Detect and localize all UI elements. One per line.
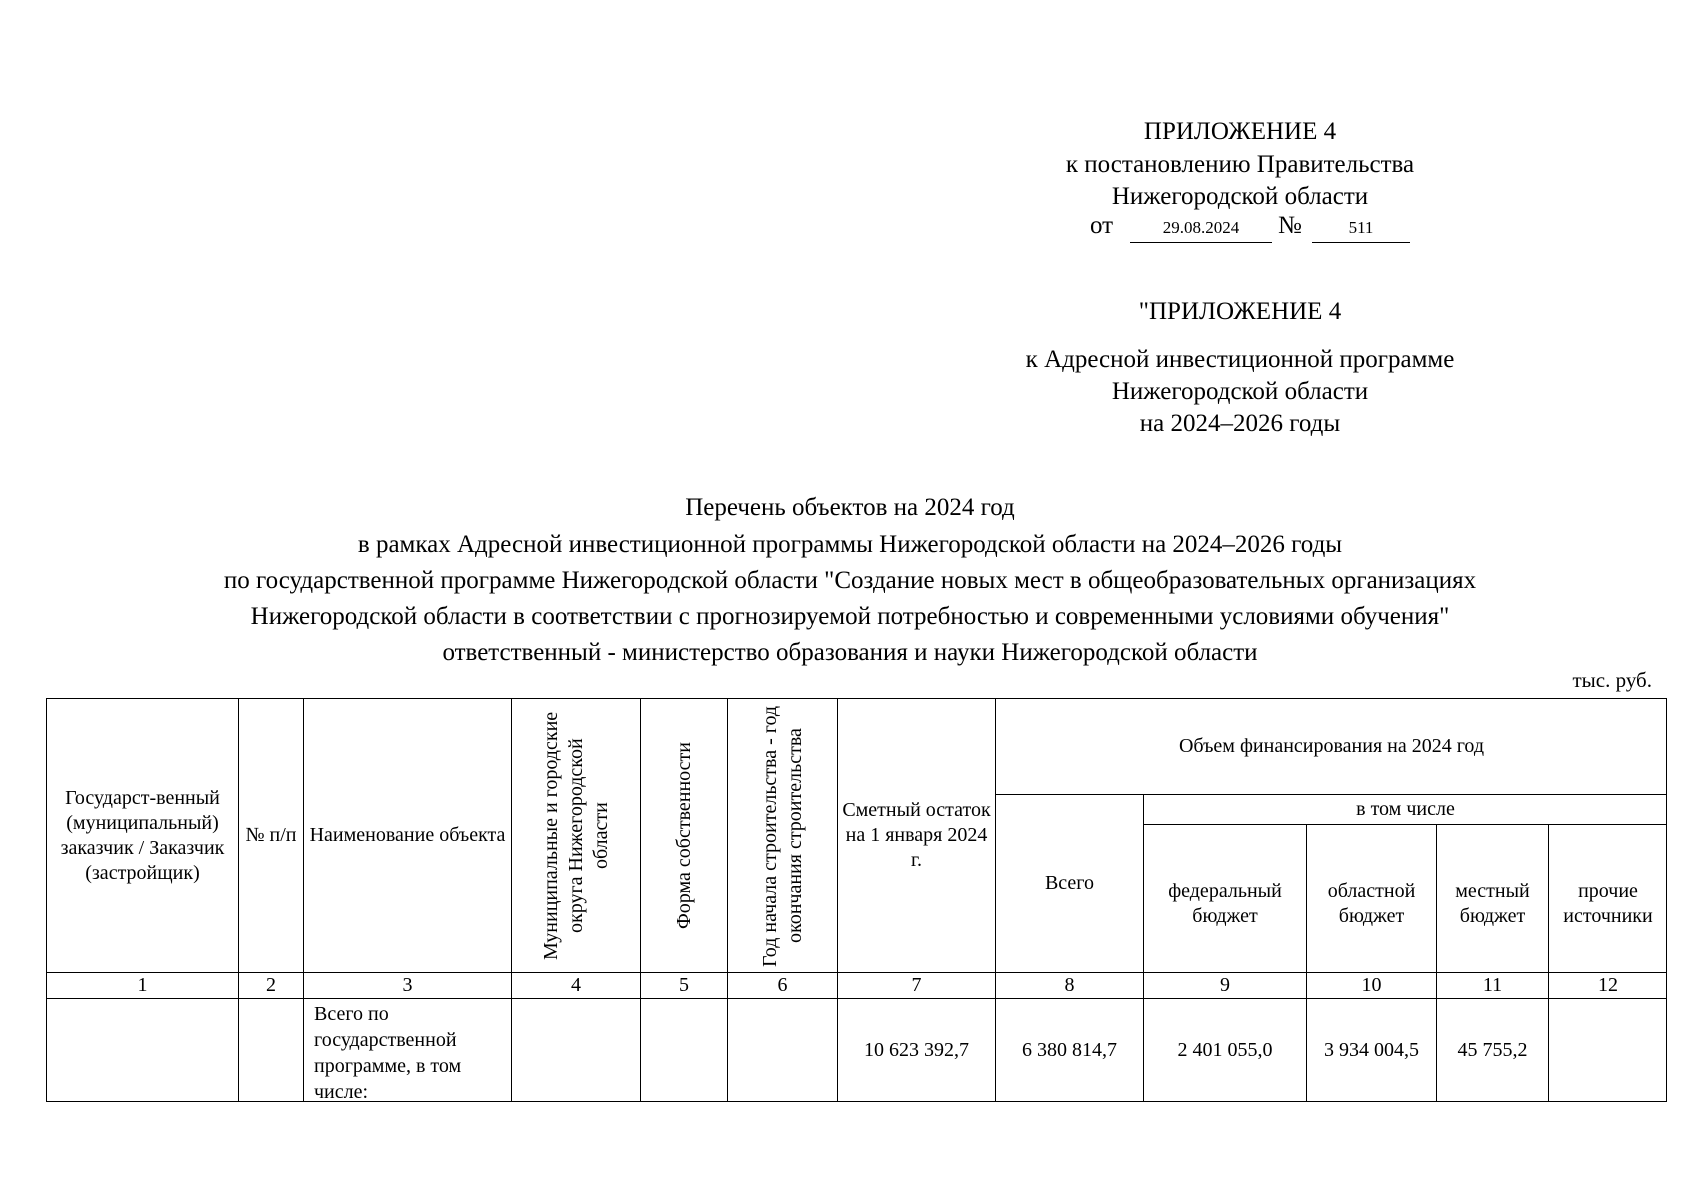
column-number-8: 8 (995, 972, 1143, 998)
header-number: № п/п (238, 698, 303, 972)
table-row-regional: 3 934 004,5 (1306, 998, 1436, 1102)
header-other: прочие источники (1548, 824, 1667, 972)
document-title-line1: Перечень объектов на 2024 год (685, 494, 1015, 521)
column-number-7: 7 (837, 972, 995, 998)
column-number-5: 5 (640, 972, 727, 998)
column-number-9: 9 (1143, 972, 1306, 998)
decree-number: 511 (1312, 218, 1410, 243)
objects-table (46, 698, 1667, 1102)
table-row-years (727, 998, 837, 1102)
from-label: от (1090, 212, 1114, 239)
table-row-name: Всего по государственной программе, в том числе: (303, 998, 511, 1102)
column-number-4: 4 (511, 972, 640, 998)
table-row-other (1548, 998, 1667, 1102)
document-title-line2: в рамках Адресной инвестиционной программы Нижегородской области на 2024–2026 годы (357, 531, 1343, 558)
header-name: Наименование объекта (303, 698, 511, 972)
column-number-12: 12 (1548, 972, 1667, 998)
table-row-local: 45 755,2 (1436, 998, 1548, 1102)
header-regional: областной бюджет (1306, 824, 1436, 972)
column-number-1: 1 (46, 972, 238, 998)
header-districts-text: Муниципальные и городские округа Нижегородской области (539, 711, 612, 960)
header-ownership-text: Форма собственности (672, 742, 695, 929)
header-federal: федеральный бюджет (1143, 824, 1306, 972)
column-number-10: 10 (1306, 972, 1436, 998)
region-name: Нижегородской области (1111, 183, 1369, 210)
table-row-federal: 2 401 055,0 (1143, 998, 1306, 1102)
program-appendix-line2: Нижегородской области (1111, 378, 1369, 405)
table-row-districts (511, 998, 640, 1102)
decree-date-number (1090, 212, 1420, 246)
number-label: № (1278, 212, 1302, 239)
decree-date: 29.08.2024 (1130, 218, 1272, 243)
document-title-line5: ответственный - министерство образования и науки Нижегородской области (442, 639, 1258, 666)
table-row-total: 6 380 814,7 (995, 998, 1143, 1102)
program-appendix-line1: к Адресной инвестиционной программе (1025, 346, 1455, 373)
document-title-line4: Нижегородской области в соответствии с прогнозируемой потребностью и современными условиями обучения" (250, 603, 1450, 630)
program-appendix-line3: на 2024–2026 годы (1139, 410, 1341, 437)
appendix-title: ПРИЛОЖЕНИЕ 4 (1143, 118, 1337, 145)
decree-reference: к постановлению Правительства (1065, 151, 1415, 178)
header-total: Всего (995, 794, 1143, 972)
header-estimate: Сметный остаток на 1 января 2024 г. (837, 698, 995, 972)
column-number-3: 3 (303, 972, 511, 998)
units-label: тыс. руб. (1572, 668, 1652, 692)
header-including: в том числе (1143, 794, 1667, 824)
header-years (727, 698, 837, 972)
document-title-line3: по государственной программе Нижегородской области "Создание новых мест в общеобразовательных организациях (223, 567, 1477, 594)
table-row-number (238, 998, 303, 1102)
table-row-estimate: 10 623 392,7 (837, 998, 995, 1102)
header-financing: Объем финансирования на 2024 год (995, 698, 1667, 794)
header-ownership (640, 698, 727, 972)
table-row-ownership (640, 998, 727, 1102)
header-customer: Государст-венный (муниципальный) заказчик / Заказчик (застройщик) (46, 698, 238, 972)
header-years-text: Год начала строительства - год окончания строительства (758, 704, 806, 967)
header-districts (511, 698, 640, 972)
table-row-customer (46, 998, 238, 1102)
program-appendix-title: "ПРИЛОЖЕНИЕ 4 (1138, 298, 1342, 325)
column-number-6: 6 (727, 972, 837, 998)
column-number-2: 2 (238, 972, 303, 998)
column-number-11: 11 (1436, 972, 1548, 998)
header-local: местный бюджет (1436, 824, 1548, 972)
